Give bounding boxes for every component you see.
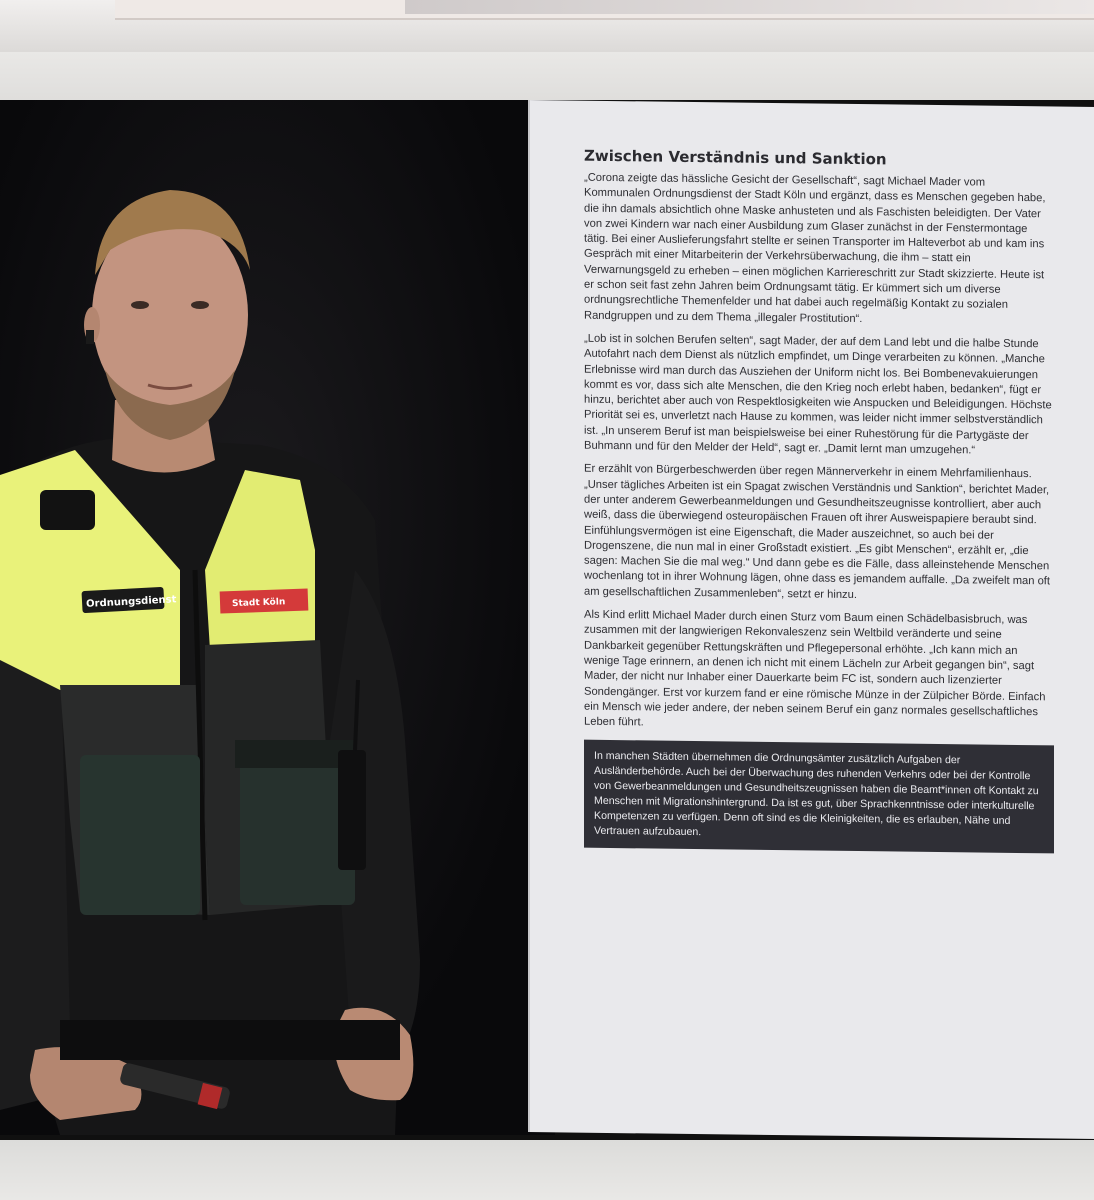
article-paragraph-4: Als Kind erlitt Michael Mader durch einen Sturz vom Baum einen Schädelbasisbruch, was zusammen mit der langwierigen Rekonvaleszenz sein Weltbild veränderte und seine Dankbarkeit gegenüber Rettungskräften und Pflegepersonal erhöhte. „Ich kann mich an wenige Tage erinnern, an denen ich nicht mit einem Lächeln zur Arbeit gegangen bin“, sagt Mader, der nicht nur Inhaber einer Dauerkarte beim FC ist, sondern auch lizenzierter Sondengänger. Erst vor kurzem fand er eine römische Münze in der Zülpicher Börde. Einfach ein Mensch wie jeder andere, der neben seinem Beruf ein ganz normales gesellschaftliches Leben führt. xyxy=(584,608,1046,729)
upper-picture-inner xyxy=(405,0,1094,14)
text-panel xyxy=(528,100,1094,1139)
article-paragraph-3: Er erzählt von Bürgerbeschwerden über regen Männerverkehr in einem Mehrfamilienhaus. „Unser tägliches Arbeiten ist ein Spagat zwischen Verständnis und Sanktion“, berichtet Mader, der unter anderem Gewerbeanmeldungen und Gesundheitszeugnisse kontrolliert, aber auch weiß, dass die überwiegend osteuropäischen Frauen oft ihrer Ausweispapiere beraubt sind. Einfühlungsvermögen ist eine Eigenschaft, die Mader auszeichnet, so auch bei der Drogenszene, die nun mal in einer Großstadt existiert. „Es gibt Menschen“, erzählt er, „die sagen: Machen Sie die mal weg.“ Und dann gebe es die Fälle, dass alleinstehende Menschen wochenlang tot in ihrer Wohnung lägen, ohne dass es jemandem auffalle. „Da zweifelt man oft am gesellschaftlichen Zusammenleben“, setzt er hinzu. xyxy=(584,463,1051,601)
portrait-illustration xyxy=(0,100,555,1135)
exhibition-panel xyxy=(0,100,1094,1140)
vest-label-stadt-koeln: Stadt Köln xyxy=(231,597,286,610)
article-title: Zwischen Verständnis und Sanktion xyxy=(584,146,887,169)
portrait-photo xyxy=(0,100,555,1135)
upper-picture-frame xyxy=(115,0,1094,20)
article xyxy=(584,147,1054,854)
article-paragraph-1: „Corona zeigte das hässliche Gesicht der Gesellschaft“, sagt Michael Mader vom Kommunalen Ordnungsdienst der Stadt Köln und ergänzt, dass es Menschen gegeben habe, die ihn damals absichtlich ohne Maske anhusteten und als Faschisten beleidigten. Der Vater von zwei Kindern war nach einer Ausbildung zum Glaser zunächst in der Fenstermontage tätig. Bei einer Auslieferungsfahrt stellte er seinen Transporter im Halteverbot ab und kam ins Gespräch mit einer Mitarbeiterin der Verkehrsüberwachung, die ihm – statt ein Verwarnungsgeld zu erheben – einen möglichen Karriereschritt zur Stadt skizzierte. Heute ist er schon seit fast zehn Jahren beim Ordnungsamt tätig. Er kümmert sich um diverse ordnungsrechtliche Themenfelder und hat dabei auch regelmäßig Kontakt zu sozialen Randgruppen und zu dem Thema „illegaler Prostitution“. xyxy=(584,171,1046,325)
bottom-wall xyxy=(0,1140,1094,1200)
info-box: In manchen Städten übernehmen die Ordnungsämter zusätzlich Aufgaben der Ausländerbehörde. Auch bei der Überwachung des ruhenden Verkehrs oder bei der Kontrolle von Gewerbeanmeldungen und Gesundheitszeugnissen haben die Beamt*innen oft Kontakt zu Menschen mit Migrationshintergrund. Da ist es gut, über Sprachkenntnisse oder interkulturelle Kompetenzen zu verfügen. Denn oft sind es die Kleinigkeiten, die es erlauben, Nähe und Vertrauen aufzubauen. xyxy=(584,740,1054,854)
article-paragraph-2: „Lob ist in solchen Berufen selten“, sagt Mader, der auf dem Land lebt und die halbe Stunde Autofahrt nach dem Dienst als nützlich empfindet, um Dinge verarbeiten zu können. „Manche Erlebnisse wird man durch das Ausziehen der Uniform nicht los. Bei Bombenevakuierungen kommt es vor, dass sich alte Menschen, die den Krieg noch erlebt haben, bedanken“, fügt er hinzu, berichtet aber auch von Respektlosigkeiten wie Anspucken und Beleidigungen. Höchste Priorität sei es, unverletzt nach Hause zu kommen, was leider nicht immer selbstverständlich ist. „In unserem Beruf ist man beispielsweise bei einer Ruhestörung für die Partygäste der Buhmann und für den Melder der Held“, sagt er. „Damit lernt man umzugehen.“ xyxy=(584,332,1052,457)
top-frame xyxy=(0,0,1094,53)
vest-label-ordnungsdienst: Ordnungsdienst xyxy=(85,594,177,610)
wall xyxy=(0,52,1094,100)
